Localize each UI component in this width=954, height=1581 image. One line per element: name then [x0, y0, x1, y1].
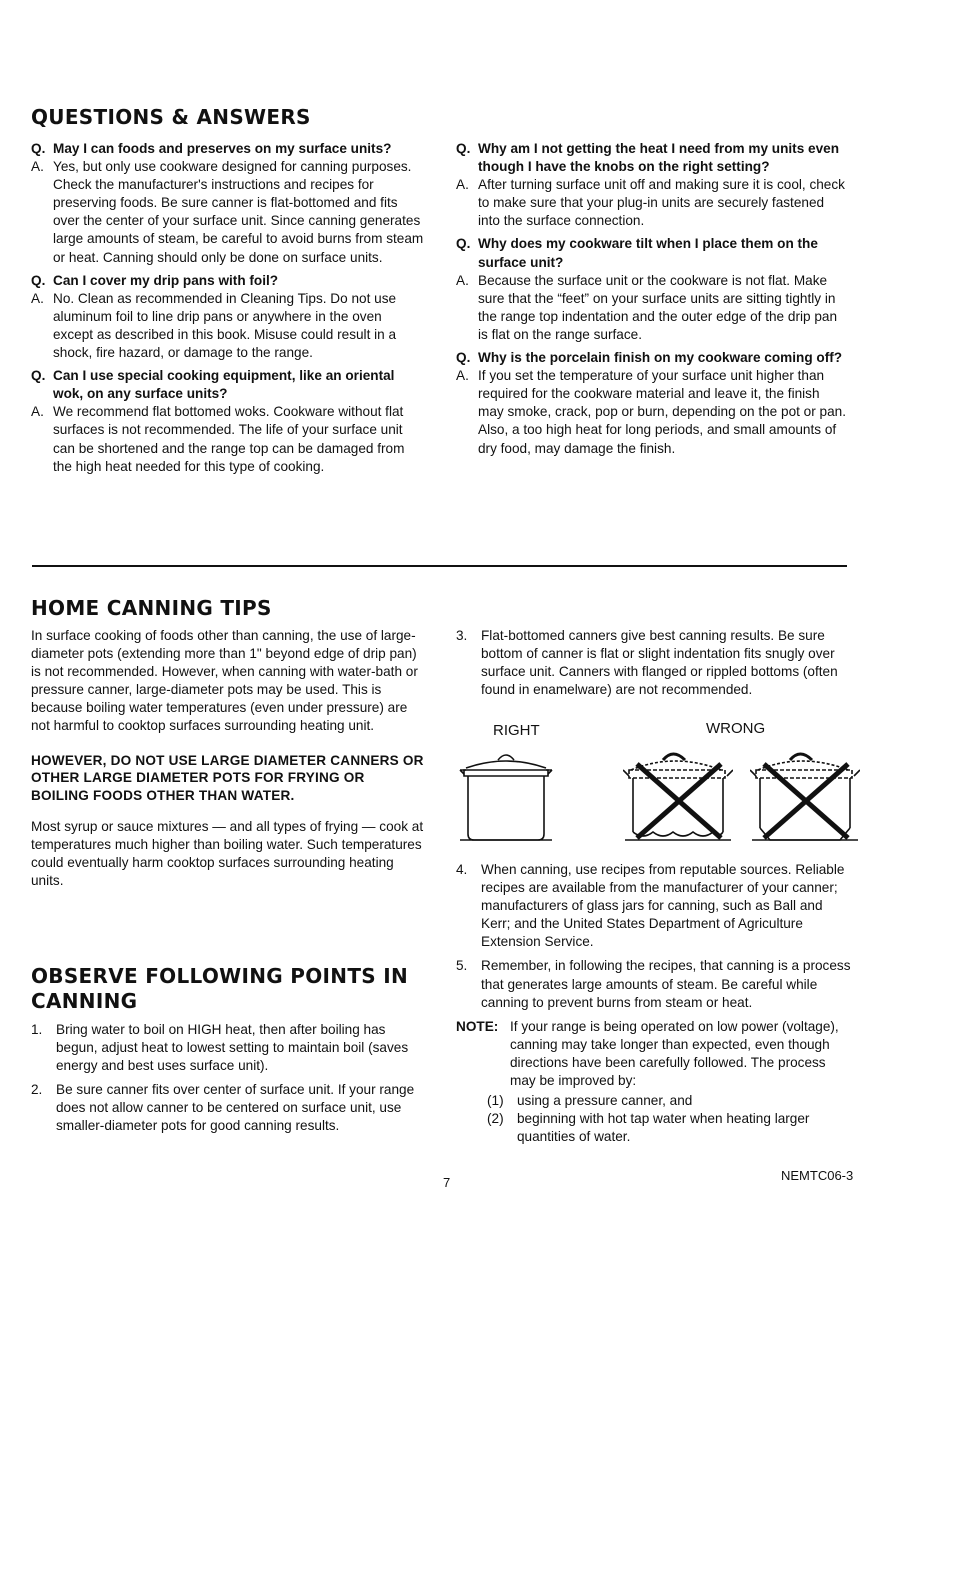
q-label: Q. [31, 368, 46, 384]
qa-item [31, 140, 424, 267]
a-label: A. [31, 290, 44, 306]
item-number: 4. [456, 862, 468, 877]
q-label: Q. [31, 141, 46, 156]
qa-item [31, 272, 424, 362]
qa-right-column [456, 140, 846, 463]
question-text: Why does my cookware tilt when I place them on the surface unit? [478, 236, 818, 270]
qa-left-column [31, 140, 424, 481]
item-number: 3. [456, 628, 468, 643]
sub-text: beginning with hot tap water when heating larger quantities of water. [517, 1111, 810, 1145]
qa-item [31, 367, 424, 476]
a-label: A. [456, 368, 469, 384]
observe-item-3 [456, 627, 848, 705]
page-number: 7 [443, 1175, 451, 1190]
a-label: A. [31, 404, 44, 420]
canning-tips-body [31, 627, 424, 890]
note-block [456, 1018, 851, 1090]
item-number: 2. [31, 1082, 43, 1098]
document-code: NEMTC06-3 [781, 1168, 854, 1183]
sub-number: (1) [487, 1093, 504, 1109]
item-number: 1. [31, 1022, 43, 1037]
qa-item [456, 140, 846, 230]
note-sublist [456, 1092, 851, 1146]
wrong-canner-rippled-illustration [750, 748, 860, 844]
answer-text: We recommend flat bottomed woks. Cookware without flat surfaces is not recommended. The life of your surface unit can be shortened and the range top can be damaged from the high heat needed for this type of cooking. [53, 404, 405, 474]
syrup-paragraph: Most syrup or sauce mixtures — and all types of frying — cook at temperatures much higher than boiling water. Such temperatures could eventually harm cooktop surfaces surrounding heating units. [31, 819, 424, 889]
list-item [31, 1021, 429, 1075]
item-number: 5. [456, 958, 468, 974]
note-label: NOTE: [456, 1018, 499, 1034]
canning-warning: HOWEVER, DO NOT USE LARGE DIAMETER CANNERS OR OTHER LARGE DIAMETER POTS FOR FRYING OR BOILING FOODS OTHER THAN WATER. [31, 752, 424, 803]
q-label: Q. [456, 141, 471, 156]
observe-title: OBSERVE FOLLOWING POINTS IN CANNING [31, 964, 409, 1013]
section-divider [32, 565, 847, 567]
qa-item [456, 349, 846, 458]
list-item [456, 627, 848, 699]
question-text: Why is the porcelain finish on my cookware coming off? [478, 350, 843, 366]
note-text: If your range is being operated on low power (voltage), canning may take longer than expected, even though directions have been carefully followed. The process may be improved by: [510, 1018, 839, 1089]
canning-intro: In surface cooking of foods other than canning, the use of large-diameter pots (extending more than 1" beyond edge of drip pan) is not recommended. However, when canning with water-bath or pressure canner, large-diameter pots may be used. This is because boiling water temperatures (even under pressure) are not harmful to cooktop surfaces surrounding heating unit. [31, 628, 418, 734]
question-text: Can I use special cooking equipment, like an oriental wok, on any surface units? [53, 368, 395, 402]
a-label: A. [456, 272, 469, 288]
answer-text: If you set the temperature of your surface unit higher than required for the cookware material and leave it, the finish may smoke, crack, pop or burn, depending on the pot or pan. Also, a too high heat for long periods, and small amounts of dry food, may damage the finish. [478, 368, 847, 456]
sub-item [487, 1110, 851, 1146]
q-label: Q. [456, 350, 471, 366]
q-label: Q. [456, 236, 471, 252]
list-item [31, 1081, 429, 1135]
q-label: Q. [31, 272, 46, 288]
sub-number: (2) [487, 1111, 504, 1127]
a-label: A. [456, 177, 469, 193]
item-text: When canning, use recipes from reputable sources. Reliable recipes are available from the manufacturer of your canner; manufacturers of glass jars for canning, such as Ball and Kerr; and the United States Department of Agriculture Extension Service. [481, 862, 845, 950]
answer-text: Yes, but only use cookware designed for canning purposes. Check the manufacturer's instructions and recipes for preserving foods. Be sure canner is flat-bottomed and fits over the center of your surface unit. Since canning generates large amounts of steam, be careful to avoid burns from steam or heat. Canning should only be done on surface units. [53, 159, 424, 265]
right-canner-illustration [458, 748, 554, 844]
answer-text: After turning surface unit off and making sure it is cool, check to make sure that your plug-in units are securely fastened into the surface connection. [478, 177, 845, 229]
question-text: Why am I not getting the heat I need from my units even though I have the knobs on the right setting? [478, 141, 840, 175]
observe-left-list [31, 1021, 429, 1142]
list-item [456, 957, 851, 1011]
answer-text: Because the surface unit or the cookware is not flat. Make sure that the “feet” on your surface units are sitting tightly in the range top indentation and the outer edge of the drip pan is flat on the range surface. [478, 272, 838, 342]
item-text: Flat-bottomed canners give best canning results. Be sure bottom of canner is flat or slight indentation fits snugly over surface unit. Canners with flanged or rippled bottoms (often found in enamelware) are not recommended. [481, 628, 838, 698]
question-text: Can I cover my drip pans with foil? [53, 272, 279, 288]
wrong-label: WRONG [706, 720, 766, 737]
sub-text: using a pressure canner, and [517, 1093, 693, 1109]
answer-text: No. Clean as recommended in Cleaning Tips. Do not use aluminum foil to line drip pans or anywhere in the oven except as described in this book. Misuse could result in a shock, fire hazard, or damage to the range. [53, 290, 397, 361]
right-label: RIGHT [493, 722, 540, 739]
wrong-canner-flanged-illustration [623, 748, 733, 844]
qa-title: QUESTIONS & ANSWERS [31, 105, 311, 129]
a-label: A. [31, 159, 44, 175]
qa-item [456, 235, 846, 344]
item-text: Remember, in following the recipes, that canning is a process that generates large amounts of steam. Be careful while canning to prevent burns from steam or heat. [481, 958, 851, 1010]
sub-item [487, 1092, 851, 1110]
item-text: Bring water to boil on HIGH heat, then after boiling has begun, adjust heat to lowest setting to maintain boil (saves energy and best uses surface unit). [56, 1022, 409, 1074]
item-text: Be sure canner fits over center of surface unit. If your range does not allow canner to be centered on surface unit, use smaller-diameter pots for good canning results. [56, 1082, 415, 1134]
list-item [456, 861, 851, 951]
observe-right-list [456, 861, 851, 1146]
question-text: May I can foods and preserves on my surface units? [53, 141, 392, 156]
canning-tips-title: HOME CANNING TIPS [31, 596, 272, 620]
